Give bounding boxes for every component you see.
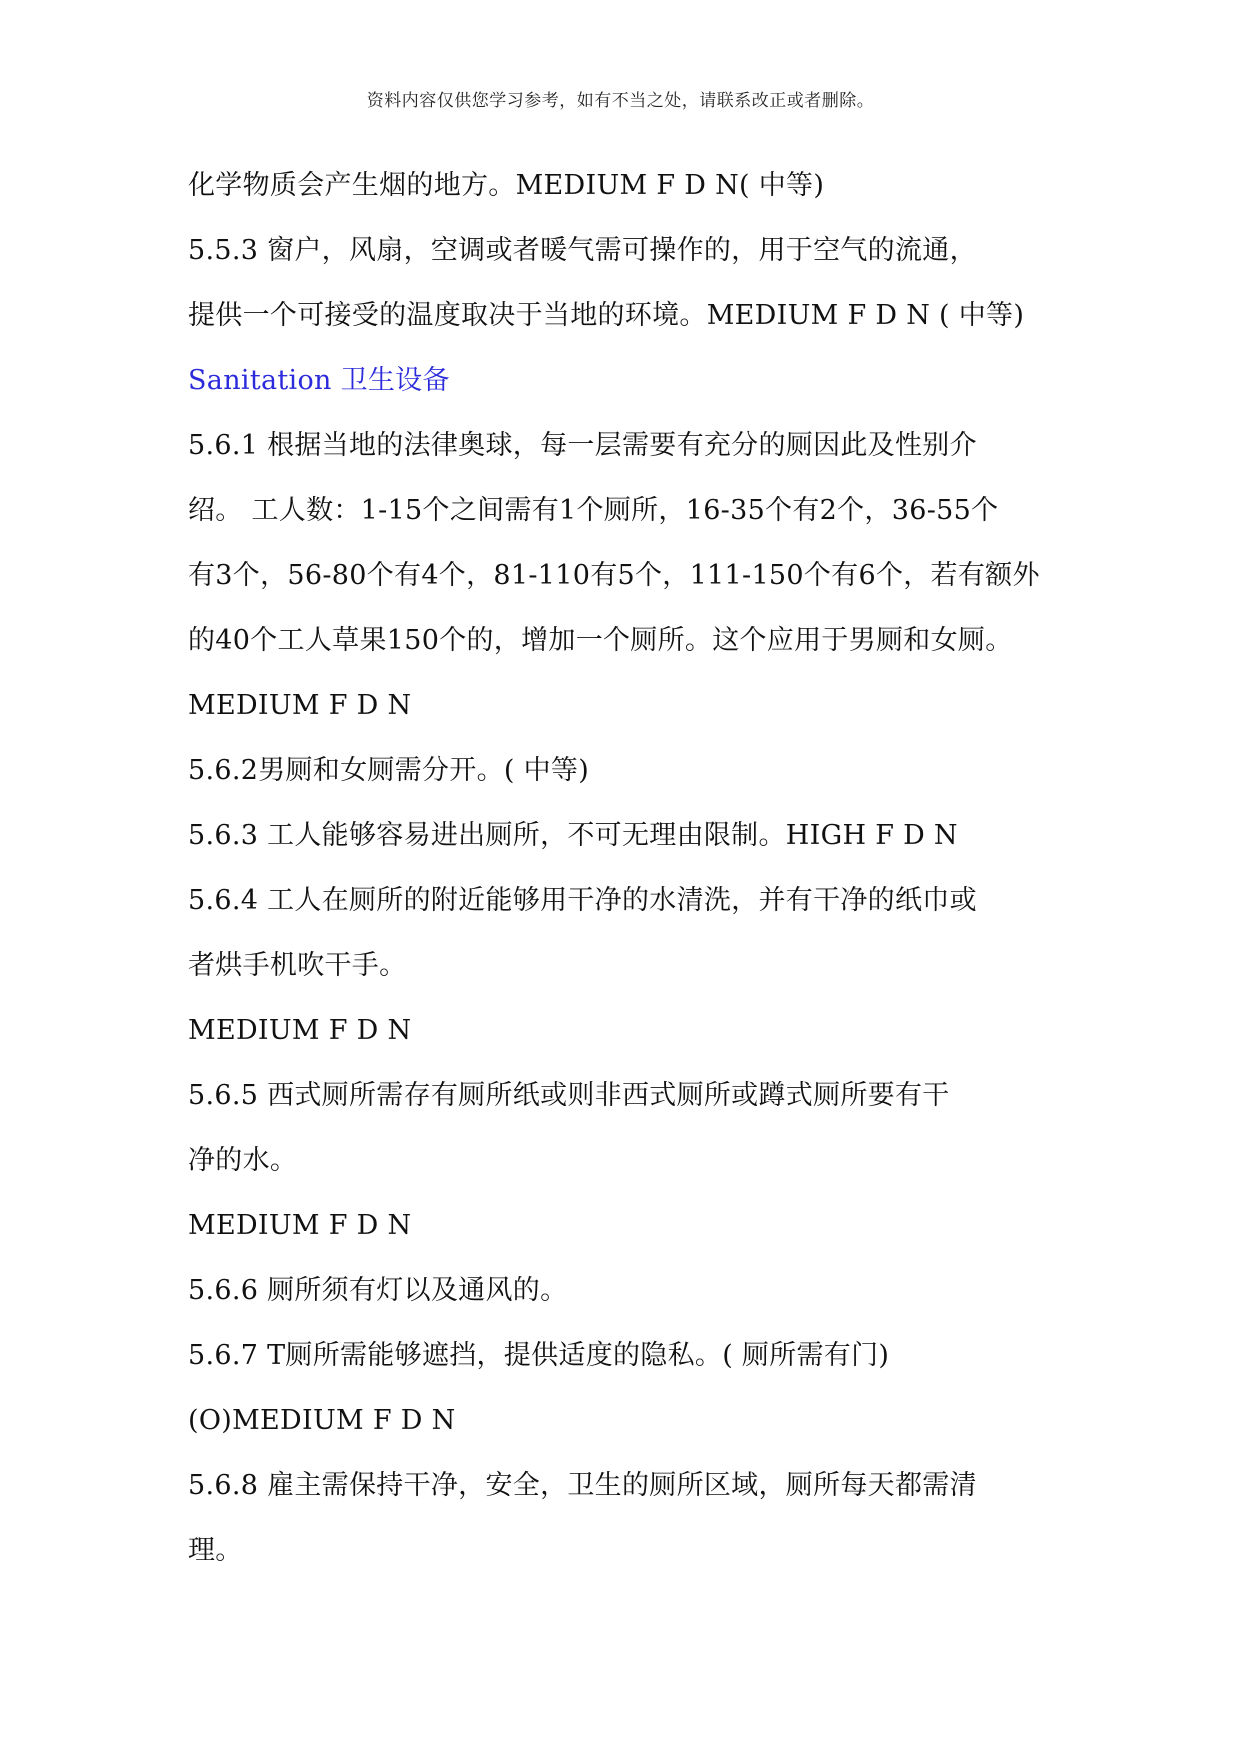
clause-5-6-8-continued: 理。 [188,1535,243,1566]
clause-5-6-1-line-2: 绍。 工人数：1-15个之间需有1个厕所，16-35个有2个，36-55个 [188,495,999,526]
clause-5-6-4-continued: 者烘手机吹干手。 [188,950,407,981]
clause-5-6-7-rating: (O)MEDIUM F D N [188,1405,456,1436]
clause-5-5-3: 5.5.3 窗户，风扇，空调或者暖气需可操作的，用于空气的流通， [188,235,977,266]
clause-5-6-5: 5.6.5 西式厕所需存有厕所纸或则非西式厕所或蹲式厕所要有干 [188,1080,950,1111]
clause-5-6-3: 5.6.3 工人能够容易进出厕所，不可无理由限制。HIGH F D N [188,820,958,851]
clause-5-6-4: 5.6.4 工人在厕所的附近能够用干净的水清洗，并有干净的纸巾或 [188,885,977,916]
clause-5-6-5-continued: 净的水。 [188,1145,298,1176]
section-heading-sanitation: Sanitation 卫生设备 [188,365,450,396]
clause-5-6-7: 5.6.7 T厕所需能够遮挡，提供适度的隐私。( 厕所需有门) [188,1340,890,1371]
clause-5-6-2: 5.6.2男厕和女厕需分开。( 中等) [188,755,590,786]
clause-5-6-6: 5.6.6 厕所须有灯以及通风的。 [188,1275,568,1306]
clause-5-6-5-rating: MEDIUM F D N [188,1210,412,1241]
clause-5-6-4-rating: MEDIUM F D N [188,1015,412,1046]
clause-5-5-3-continued: 提供一个可接受的温度取决于当地的环境。MEDIUM F D N ( 中等) [188,300,1025,331]
clause-5-6-1-rating: MEDIUM F D N [188,690,412,721]
clause-5-6-1: 5.6.1 根据当地的法律奥球，每一层需要有充分的厕因此及性别介 [188,430,977,461]
page-header-disclaimer: 资料内容仅供您学习参考，如有不当之处，请联系改正或者删除。 [366,91,875,111]
clause-5-6-1-line-3: 有3个，56-80个有4个，81-110有5个，111-150个有6个，若有额外 [188,560,1040,591]
clause-5-6-1-line-4: 的40个工人草果150个的，增加一个厕所。这个应用于男厕和女厕。 [188,625,1013,656]
document-body [188,153,1068,1583]
text-line-5-5-continued: 化学物质会产生烟的地方。MEDIUM F D N( 中等) [188,170,825,201]
clause-5-6-8: 5.6.8 雇主需保持干净，安全，卫生的厕所区域，厕所每天都需清 [188,1470,977,1501]
